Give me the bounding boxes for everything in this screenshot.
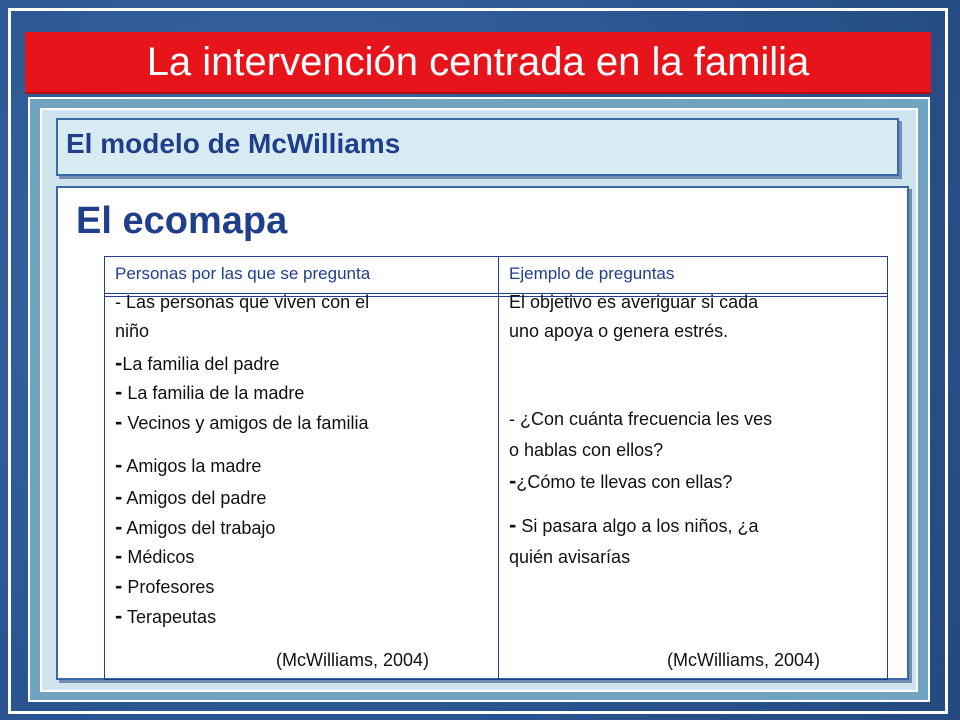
list-item: - Terapeutas xyxy=(115,603,217,628)
list-item: -La familia del padre xyxy=(115,350,280,375)
question-text: - ¿Con cuánta frecuencia les ves xyxy=(509,409,773,429)
list-item: - Amigos del trabajo xyxy=(115,514,276,539)
question-text: El objetivo es averiguar si cada xyxy=(509,292,759,312)
dash-bullet: - xyxy=(115,452,123,477)
list-item: - Profesores xyxy=(115,573,215,598)
question-text: -¿Cómo te llevas con ellas? xyxy=(509,468,733,493)
question-text: uno apoya o genera estrés. xyxy=(509,321,729,341)
section-heading: El ecomapa xyxy=(76,200,288,242)
citation-right: (McWilliams, 2004) xyxy=(667,650,821,670)
list-item: - Médicos xyxy=(115,543,195,568)
list-item: - Vecinos y amigos de la familia xyxy=(115,409,369,434)
slide-title: La intervención centrada en la familia xyxy=(25,32,931,94)
dash-bullet: - xyxy=(115,514,123,539)
dash-bullet: - xyxy=(115,484,123,509)
column-divider xyxy=(498,256,499,680)
list-item: - Amigos la madre xyxy=(115,452,262,477)
dash-bullet: - xyxy=(115,543,123,568)
list-item: - Las personas que viven con el xyxy=(115,292,370,312)
dash-bullet: - xyxy=(115,409,123,434)
column-header-people: Personas por las que se pregunta xyxy=(115,264,371,283)
citation-left: (McWilliams, 2004) xyxy=(276,650,430,670)
list-item: niño xyxy=(115,321,150,341)
dash-bullet: - xyxy=(115,603,123,628)
list-item: - La familia de la madre xyxy=(115,379,305,404)
question-text: o hablas con ellos? xyxy=(509,440,664,460)
list-item: - Amigos del padre xyxy=(115,484,267,509)
dash-bullet: - xyxy=(115,350,123,375)
dash-bullet: - xyxy=(115,573,123,598)
question-text: - Si pasara algo a los niños, ¿a xyxy=(509,512,759,537)
dash-bullet: - xyxy=(509,468,517,493)
dash-bullet: - xyxy=(115,379,123,404)
column-header-questions: Ejemplo de preguntas xyxy=(509,264,675,283)
dash-bullet: - xyxy=(509,512,517,537)
question-text: quién avisarías xyxy=(509,547,631,567)
subtitle: El modelo de McWilliams xyxy=(66,128,401,159)
